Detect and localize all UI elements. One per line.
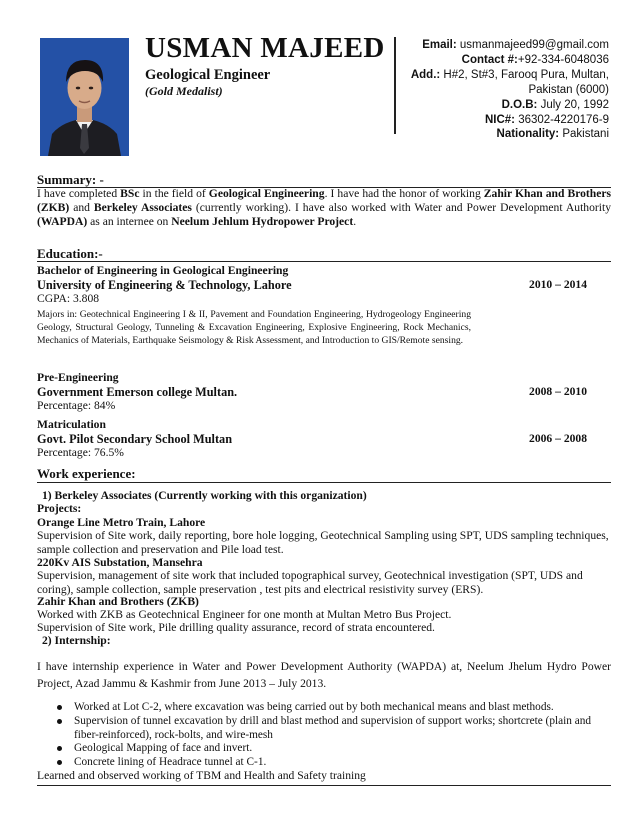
contact-line [389,127,609,142]
contact-value: H#2, St#3, Farooq Pura, Multan, [440,68,609,81]
summary-fragment: and [69,201,94,214]
medal-note: (Gold Medalist) [145,84,223,98]
summary-fragment: . [353,215,357,228]
contact-line [389,83,609,98]
matric-years: 2006 – 2008 [529,432,587,445]
summary-fragment: (currently working). I have also worked with Water and Power Development Authority [191,201,611,214]
summary-fragment: Zahir Khan and Brothers (ZKB) [37,187,612,214]
bachelor-majors: Majors in: Geotechnical Engineering I & II, Pavement and Foundation Engineering, Hydrogeology Engineering Geology, Structural Geology, Tunneling & Excavation Engineering, Explosive Engineering, Rock Mechanics, Mechanics of Materials, Earthquake Seismology & Risk Assessment, and Introduction to GIS/Remote sensing. [37,309,471,346]
pre-degree: Pre-Engineering [37,371,119,384]
summary-fragment: Berkeley Associates [93,201,192,214]
summary-text [37,187,611,229]
summary-fragment: Neelum Jehlum Hydropower Project [171,215,354,228]
person-photo-icon [40,38,129,156]
summary-heading: Summary: - [37,172,104,187]
summary-fragment: I have completed [37,187,121,200]
contact-line [389,53,609,68]
footer-rule [37,785,611,786]
bullet-item: Worked at Lot C-2, where excavation was being carried out by both mechanical means and blast methods. [74,701,614,715]
matric-institute: Govt. Pilot Secondary School Multan [37,432,233,446]
matric-percentage: Percentage: 76.5% [37,446,124,459]
contact-label: NIC#: [484,113,515,126]
projects-label: Projects: [37,502,82,515]
summary-fragment: Geological Engineering [208,187,325,200]
bullet-item: Concrete lining of Headrace tunnel at C-1. [74,756,614,770]
contact-label: Nationality: [496,128,560,141]
bullet-dot-icon [57,760,62,765]
work-heading: Work experience: [37,466,136,481]
matric-degree: Matriculation [37,418,106,431]
project-zkb-line-2: Supervision of Site work, Pile drilling quality assurance, record of strata encountered. [37,621,435,634]
contact-line [389,98,609,113]
work-item-berkeley: 1) Berkeley Associates (Currently working with this organization) [42,489,367,502]
pre-percentage: Percentage: 84% [37,399,116,412]
contact-value: Pakistani [559,128,609,141]
project-zkb-line-1: Worked with ZKB as Geotechnical Engineer for one month at Multan Metro Bus Project. [37,608,452,621]
pre-institute: Government Emerson college Multan. [37,385,238,399]
contact-label: Add.: [410,68,441,81]
project-substation-desc: Supervision, management of site work that included topographical survey, Geotechnical investigation (SPT, UDS and coring), sample collection, sample preservation , test pits and electrical resistivity survey (ERS). [37,569,583,596]
project-substation-title: 220Kv AIS Substation, Mansehra [37,556,203,569]
summary-fragment: in the field of [139,187,209,200]
contact-value[interactable]: usmanmajeed99@gmail.com [456,39,609,51]
bachelor-years: 2010 – 2014 [529,278,587,291]
summary-fragment: (WAPDA) [37,215,88,228]
contact-value: +92-334-6048036 [517,53,609,66]
bullet-dot-icon [57,719,62,724]
bullet-dot-icon [57,705,62,710]
bachelor-institute: University of Engineering & Technology, Lahore [37,278,292,292]
summary-fragment: . I have had the honor of working [324,187,484,200]
contact-label: D.O.B: [501,98,538,111]
job-title: Geological Engineer [145,67,271,83]
work-rule [37,482,611,483]
bullet-dot-icon [57,746,62,751]
project-orange-line-title: Orange Line Metro Train, Lahore [37,516,206,529]
profile-photo [40,38,129,156]
bachelor-degree: Bachelor of Engineering in Geological Engineering [37,264,289,277]
contact-line [389,38,609,53]
education-rule [37,261,611,262]
contact-value: July 20, 1992 [537,98,609,111]
contact-value: Pakistan (6000) [528,83,609,96]
project-zkb-title: Zahir Khan and Brothers (ZKB) [37,595,199,608]
contact-line [389,68,609,83]
pre-years: 2008 – 2010 [529,385,587,398]
internship-desc: I have internship experience in Water and Power Development Authority (WAPDA) at, Neelum Jhelum Hydro Power Project, Azad Jammu & Kashmir from June 2013 – July 2013. [37,660,611,690]
bullet-item: Geological Mapping of face and invert. [74,742,614,756]
summary-fragment: as an internee on [87,215,172,228]
candidate-name: USMAN MAJEED [145,32,385,64]
education-heading: Education:- [37,246,103,261]
bachelor-cgpa: CGPA: 3.808 [37,292,100,305]
contact-label: Email: [422,39,457,51]
work-item-internship: 2) Internship: [42,634,111,647]
contact-value: 36302-4220176-9 [515,113,609,126]
summary-fragment: BSc [120,187,140,200]
contact-block [389,38,609,142]
closing-note: Learned and observed working of TBM and Health and Safety training [37,769,366,782]
project-orange-line-desc: Supervision of Site work, daily reporting, bore hole logging, Geotechnical Sampling using SPT, UDS sampling techniques, sample collection and preservation and Pile load test. [37,529,609,556]
contact-line [389,113,609,128]
contact-label: Contact #: [461,53,518,66]
bullet-item: Supervision of tunnel excavation by drill and blast method and supervision of support works; shortcrete (plain and fiber-reinforced), rock-bolts, and wire-mesh [74,715,614,742]
